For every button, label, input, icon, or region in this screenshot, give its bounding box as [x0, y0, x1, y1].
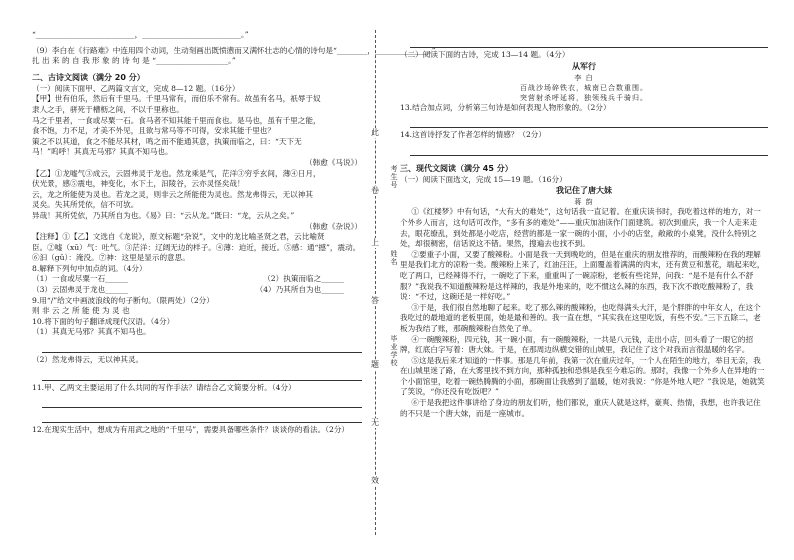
answer-line[interactable] [410, 116, 768, 128]
yi-line-1: 【乙】①龙嘘气③成云，云固弗灵于龙也。然龙乘是气，茫洋③穷乎玄间，薄④日月， [32, 168, 321, 178]
answer-line[interactable] [42, 411, 362, 423]
answer-line[interactable] [410, 144, 768, 156]
q8-item-1: （1）一食或尽粟一石______ [32, 274, 128, 284]
name-label: 姓名 [390, 250, 398, 266]
jia-source: （韩愈《马说》） [305, 157, 362, 167]
notes-line-3: ⑥汩（gǔ）：淹没。⑦神：这里是显示的意思。 [32, 253, 190, 263]
q10-item-1: （1）其真无马邪？其真不知马也。 [32, 327, 151, 337]
q9-sentence: 则 非 云 之 所 能 使 为 灵 也 [32, 306, 130, 316]
right-column [400, 30, 768, 419]
q9-line-3: 扎 出 来 的 自 我 形 象 的 诗 句 是 “___________________。” [32, 56, 236, 66]
q10-prompt: 10.将下面的句子翻译成现代汉语。（4分） [32, 316, 175, 326]
binding-label: 答 [367, 296, 383, 306]
q13-prompt: 13.结合加点词，分析第三句诗是如何表现人物形象的。（2分） [400, 102, 611, 112]
yi-line-4: 灵矣。失其所凭依，信不可欤。 [32, 200, 139, 210]
exam-number-label: 考生号 [390, 165, 398, 189]
answer-line[interactable] [410, 36, 768, 48]
paragraph-4: ④一碗酸辣粉，四元钱，其一碗小面，有一碗酸辣粉，一共是八元钱，走出小店，回头看了一眼它的招牌，红底白字写着：唐大妹。于是，在那周边纵横交错的山城里，我记住了这个对我而言很温暖的名字。 [400, 334, 754, 355]
q12-prompt: 12.在现实生活中，想成为有用武之地的“千里马”，需要具备哪些条件？谈谈你的看法。（2分） [32, 425, 350, 435]
q8-row-2 [32, 285, 362, 296]
yi-line-2: 伏光景，感⑤震电，神变化，水下土，汩陵谷，云亦灵怪矣哉！ [32, 179, 245, 189]
article-author: 蒋 韵 [574, 198, 594, 207]
binding-line [375, 30, 377, 535]
jia-line-1: 【甲】世有伯乐，然后有千里马。千里马常有，而伯乐不常有。故虽有名马，祇辱于奴 [32, 94, 321, 104]
binding-label: 卷 [367, 186, 383, 196]
poem-title: 从军行 [572, 61, 596, 71]
answer-line[interactable] [42, 369, 362, 381]
notes-line-2: 臣。②嘘（xū）气：吐气。③茫洋：辽阔无边的样子。④薄：迫近，接近。⑤感：通“撼”，震动。 [32, 242, 361, 252]
section3-title: 三、现代文阅读（满分 45 分） [400, 163, 513, 173]
jia-line-4: 食不饱，力不足，才美不外见，且欲与常马等不可得，安求其能千里也？ [32, 126, 275, 136]
binding-label: 无 [367, 418, 383, 428]
q10-item-2: （2）然龙弗得云，无以神其灵。 [32, 355, 144, 365]
paragraph-1: ①《红楼梦》中有句话，“大有大的难处”，这句话我一直记着。在重庆读书时，我吃着这样的地方，对一个外乡人而言，这句话可改作，“多有多的难处”——重庆加油读作门面建筑。初次到重庆，我一个人走来走去，眼花缭乱，到处都是小吃店，经营的都是一家一碗的小面，小小的店堂，敞敞的小桌凳，没什么特别之处，却很稠密，信话说这不错。果然，搜遍去也找不到。 [400, 207, 761, 249]
jia-line-3: 马之千里者，一食或尽粟一石。食马者不知其能千里而食也。是马也，虽有千里之能， [32, 115, 321, 125]
yi-line-5: 异哉！其所凭依，乃其所自为也。《易》曰：“云从龙。”既曰：“龙，云从之矣。” [32, 210, 295, 220]
article-title: 我记住了唐大妹 [556, 186, 612, 196]
q9-prompt: 9.用“/”给文中画波浪线的句子断句。（限两处）（2分） [32, 295, 214, 305]
part2-intro: （二）阅读下面的古诗，完成 13—14 题。（4分） [400, 50, 570, 59]
paragraph-5: ⑤这是我后来才知道的一件事。那是几年前，我第一次在重庆过年，一个人在陌生的地方，举目无亲，我在山城里迷了路，在大雾里找不到方向，那种孤独和恐惧是我至今难忘的。那时，我像一个外乡人在异地的一个小面馆里，吃着一碗热腾腾的小面，那碗面让我感到了温暖，她对我说：“你是外地人吧？”我说是，她就笑了笑说，“你还没有吃饭吧？” [400, 355, 765, 397]
school-label: 毕业学校 [390, 335, 398, 367]
q8-item-4: （4）乃其所自为也______ [255, 285, 344, 295]
binding-label: 上 [367, 238, 383, 248]
poem-line-2: 突营射杀呼延将，独领残兵千骑归。 [520, 93, 648, 102]
jia-line-2: 隶人之手，骈死于槽枥之间，不以千里称也。 [32, 104, 184, 114]
paragraph-3: ③于是，我们很自然地聊了起来。吃了那么辣的酸辣粉，也吃得满头大汗，是个胖胖的中年女人，在这个我吃过的最地道的老板里面，她是最和善的。我一直在想，“其实我在这里吃饭，有些不安。”三下五除二，老板为我结了账，那碗酸辣粉自然免了单。 [400, 302, 761, 333]
q8-row-1 [32, 274, 362, 285]
binding-label: 此 [367, 128, 383, 138]
q8-prompt: 8.解释下列句中加点的词。（4分） [32, 263, 147, 273]
jia-line-6: 马！”呜呼！其真无马邪？其真不知马也。 [32, 147, 173, 157]
yi-source: （韩愈《杂说》） [305, 221, 362, 231]
part1-intro: （一）阅读下面甲、乙两篇文言文，完成 8—12 题。（16分） [32, 83, 240, 93]
answer-line[interactable] [42, 396, 362, 408]
q8-item-3: （3）云固弗灵于龙也______ [32, 285, 128, 295]
yi-line-3: 云，龙之所能使为灵也。若龙之灵，则非云之所能使为灵也。然龙弗得云，无以神其 [32, 189, 313, 199]
q9-line-2: （9）李白在《行路难》中连用四个动词，生动刻画出既愤懑而又满怀壮志的心情的诗句是“________，______________。” [32, 45, 436, 55]
q14-prompt: 14.这首诗抒发了作者怎样的情感？（2分） [400, 130, 546, 140]
q8-item-2: （2）执策而临之______ [263, 274, 344, 284]
poem-author: 李 白 [574, 73, 594, 82]
notes-line-1: 【注释】①【乙】文选自《龙说》，原文标题“杂说”，文中的龙比喻圣贤之君，云比喻贤 [32, 232, 325, 242]
binding-label: 效 [367, 476, 383, 486]
part3-intro: （一）阅读下面选文，完成 15—19 题。（16分） [400, 174, 567, 184]
jia-line-5: 策之不以其道，食之不能尽其材，鸣之而不能通其意，执策而临之，曰：“天下无 [32, 136, 302, 146]
poem-line-1: 百战沙场碎铁衣，城南已合数重围。 [520, 83, 648, 92]
binding-label: 题 [367, 360, 383, 370]
paragraph-2: ②要重子小面，又要了酸辣粉。小面是我一天到晚吃的，但是在重庆的朋友推荐的，而酸辣粉在我的理解里是我们北方的凉粉一类。酸辣粉上来了，红油汪汪，上面覆盖着满满的肉末，还有黄豆和葱花，端起来吃，吃了两口，已经辣得不行，一碗吃了下来，重重叫了一碗凉粉，老板有些诧异，问我：“是不是有什么不舒服？”我说我不知道酸辣粉是这样辣的，我是外地来的，吃不惯这么辣的东西，我下次不敢吃酸辣粉了，我说：“不过，这碗还是一样好吃。” [400, 249, 765, 302]
answer-line[interactable] [42, 341, 362, 353]
section2-title: 二、古诗文阅读（满分 20 分） [32, 72, 145, 82]
q11-prompt: 11.甲、乙两文主要运用了什么共同的写作手法？请结合乙文简要分析。（4分） [32, 382, 296, 392]
q9-line-1: “__________________________，__________________________。” [32, 30, 249, 39]
paragraph-6: ⑥于是我把这件事讲给了身边的朋友们听，他们都说，重庆人就是这样，豪爽、热情，我想，也许我记住的不只是一个唐大妹，而是一座城市。 [400, 398, 761, 418]
